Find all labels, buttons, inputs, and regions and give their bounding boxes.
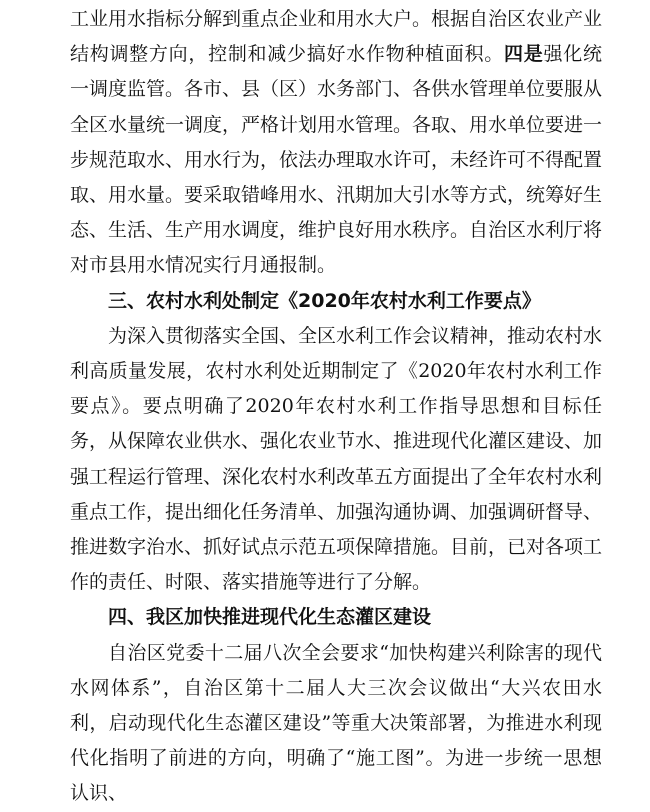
section-heading-4: 四、我区加快推进现代化生态灌区建设 bbox=[108, 606, 432, 629]
paragraph-irrigation-district: 自治区党委十二届八次全会要求“加快构建兴利除害的现代水网体系”，自治区第十二届人大三次会议做出“大兴农田水利，启动现代化生态灌区建设”等重大决策部署，为推进水利现代化指明了前进的方向，明确了“施工图”。为进一步统一思想认识、 bbox=[70, 641, 602, 805]
emphasis-text: 四是 bbox=[504, 43, 544, 66]
section-heading-3: 三、农村水利处制定《2020年农村水利工作要点》 bbox=[108, 289, 541, 312]
paragraph-rural-water-plan: 为深入贯彻落实全国、全区水利工作会议精神，推动农村水利高质量发展，农村水利处近期制定了《2020年农村水利工作要点》。要点明确了2020年农村水利工作指导思想和目标任务，从保障农业供水、强化农业节水、推进现代化灌区建设、加强工程运行管理、深化农村水利改革五方面提出了全年农村水利重点工作，提出细化任务清单、加强沟通协调、加强调研督导、推进数字治水、抓好试点示范五项保障措施。目前，已对各项工作的责任、时限、落实措施等进行了分解。 bbox=[70, 324, 603, 594]
paragraph-water-allocation bbox=[70, 2, 602, 284]
paragraph-text: 强化统一调度监管。各市、县（区）水务部门、各供水管理单位要服从全区水量统一调度，严格计划用水管理。各取、用水单位要进一步规范取水、用水行为，依法办理取水许可，未经许可不得配置取、用水量。要采取错峰用水、汛期加大引水等方式，统筹好生态、生活、生产用水调度，维护良好用水秩序。自治区水利厅将对市县用水情况实行月通报制。 bbox=[70, 43, 603, 277]
paragraph-text: 工业用水指标分解到重点企业和用水大户。根据自治区农业产业结构调整方向，控制和减少搞好水作物种植面积。 bbox=[70, 8, 603, 66]
